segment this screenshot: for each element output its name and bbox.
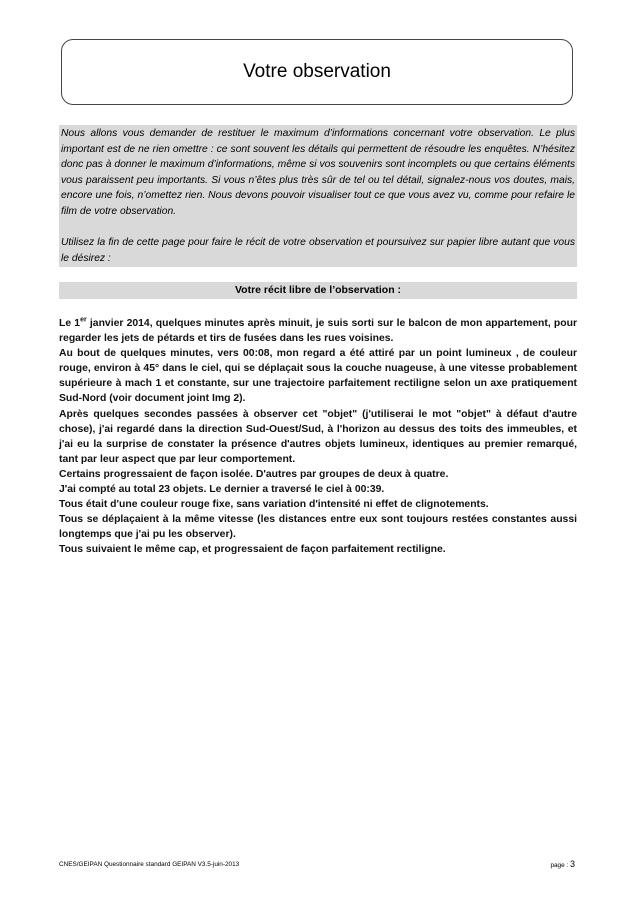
- narrative-p1-rest: janvier 2014, quelques minutes après minuit, je suis sorti sur le balcon de mon appartement, pour regarder les jets de pétards et tirs de fusées dans les rues voisines.: [59, 318, 578, 345]
- section-title: Votre récit libre de l’observation :: [59, 282, 577, 299]
- page-title: Votre observation: [243, 61, 391, 82]
- footer-page-label: page :: [550, 862, 570, 869]
- narrative-paragraph-8: Tous suivaient le même cap, et progressaient de façon parfaitement rectiligne.: [59, 544, 446, 556]
- footer-document-ref: CNES/GEIPAN Questionnaire standard GEIPAN V3.5-juin-2013: [59, 861, 240, 868]
- title-box: [61, 39, 573, 105]
- intro-paragraph-2: Utilisez la fin de cette page pour faire le récit de votre observation et poursuivez sur papier libre autant que vous le désirez :: [61, 237, 575, 264]
- narrative-p1-sup: er: [80, 316, 87, 324]
- intro-box: [59, 125, 577, 267]
- narrative-p1-prefix: Le 1: [59, 318, 81, 329]
- narrative-paragraph-6: Tous était d'une couleur rouge fixe, sans variation d'intensité ni effet de clignotements.: [59, 499, 489, 511]
- narrative-paragraph-3: Après quelques secondes passées à observer cet "objet" (j'utiliserai le mot "objet" à défaut d'autre chose), j'ai regardé dans la direction Sud-Ouest/Sud, à l'horizon au dessus des toits des immeubles, et j'ai eu la surprise de constater la présence d'autres objets lumineux, identiques au premier remarqué, tant par leur aspect que par leur comportement.: [59, 408, 577, 465]
- narrative-paragraph-7: Tous se déplaçaient à la même vitesse (les distances entre eux sont toujours restées constantes aussi longtemps que j'ai pu les observer).: [59, 514, 577, 541]
- narrative-paragraph-5: J'ai compté au total 23 objets. Le dernier a traversé le ciel à 00:39.: [59, 484, 385, 496]
- footer-page: [550, 859, 575, 869]
- footer-page-number: 3: [569, 859, 575, 869]
- narrative-paragraph-2: Au bout de quelques minutes, vers 00:08, mon regard a été attiré par un point lumineux , de couleur rouge, environ à 45° dans le ciel, qui se déplaçait sous la couche nuageuse, à une vitesse probablement supérieure à mach 1 et constante, sur une trajectoire parfaitement rectiligne selon un axe pratiquement Sud-Nord (voir document joint Img 2).: [59, 348, 577, 405]
- narrative-paragraph-1: [59, 316, 577, 346]
- intro-paragraph-1: Nous allons vous demander de restituer le maximum d’informations concernant votre observation. Le plus important est de ne rien omettre : ce sont souvent les détails qui permettent de résoudre les enquêtes. N’hésitez donc pas à donner le maximum d’informations, même si vos souvenirs sont incomplets ou que certains éléments vous paraissent peu importants. Si vous n’êtes plus très sûr de tel ou tel détail, signalez-nous vos doutes, mais, encore une fois, n’omettez rien. Nous devons pouvoir visualiser tout ce que vous avez vu, comme pour refaire le film de votre observation.: [61, 128, 575, 217]
- narrative-paragraph-4: Certains progressaient de façon isolée. D'autres par groupes de deux à quatre.: [59, 468, 449, 480]
- narrative: [59, 316, 577, 558]
